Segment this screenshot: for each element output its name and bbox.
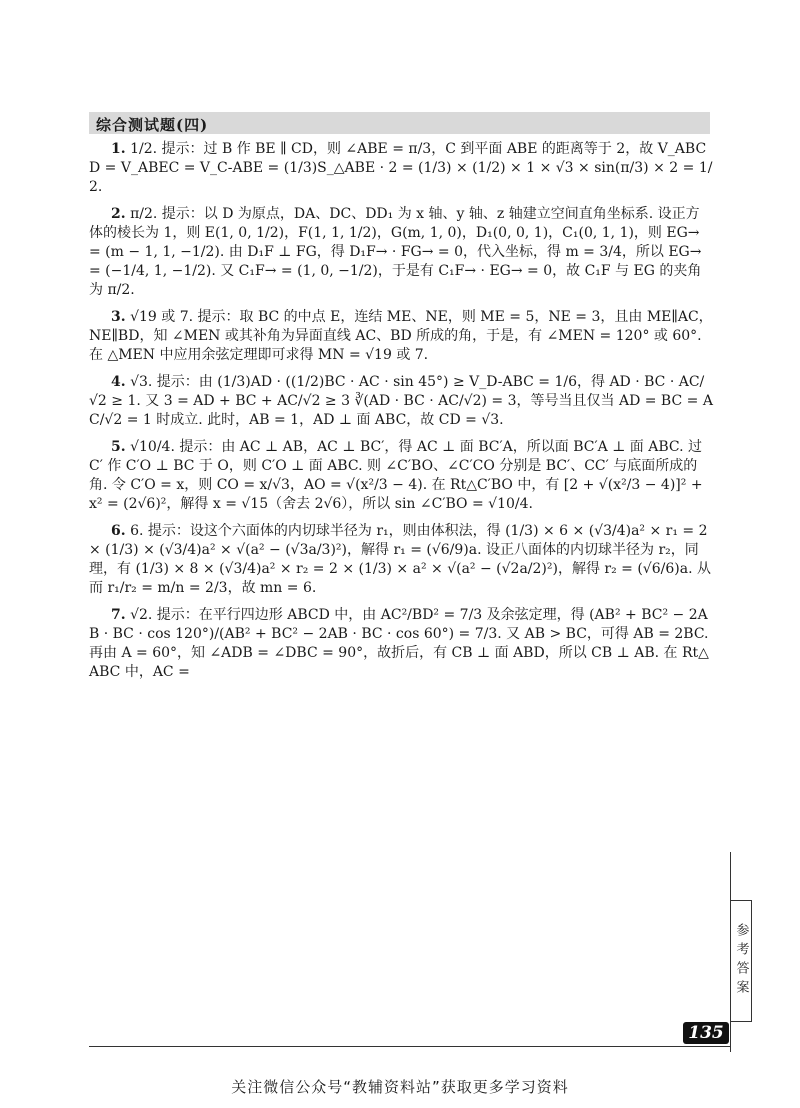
item-text: √2. 提示：在平行四边形 ABCD 中，由 AC²/BD² = 7/3 及余弦定理，得 (AB² + BC² − 2AB · BC · cos 120°)/(AB² + BC² − 2AB · BC · cos 60°) = 7/3. 又 AB > BC，可得 AB = 2BC. 再由 A = 60°，知 ∠ADB = ∠DBC = 90°，故折后，有 CB ⊥ 面 ABD，所以 CB ⊥ AB. 在 Rt△ABC 中，AC = <box>89 607 709 680</box>
item-number: 5. <box>111 439 126 455</box>
answer-item-3 <box>89 308 713 365</box>
answer-item-5 <box>89 438 713 514</box>
item-number: 1. <box>111 141 126 157</box>
item-text: π/2. 提示：以 D 为原点，DA、DC、DD₁ 为 x 轴、y 轴、z 轴建立空间直角坐标系. 设正方体的棱长为 1，则 E(1, 0, 1/2)，F(1, 1, 1/2)，G(m, 1, 0)，D₁(0, 0, 1)，C₁(0, 1, 1)，则 EG→ = (m − 1, 1, −1/2). 由 D₁F ⊥ FG，得 D₁F→ · FG→ = 0，代入坐标，得 m = 3/4，所以 EG→ = (−1/4, 1, −1/2). 又 C₁F→ = (1, 0, −1/2)，于是有 C₁F→ · EG→ = 0，故 C₁F 与 EG 的夹角为 π/2. <box>89 206 702 298</box>
page-bottom-rule <box>89 1046 730 1047</box>
footer-note: 关注微信公众号“教辅资料站”获取更多学习资料 <box>231 1078 569 1096</box>
answer-item-7 <box>89 606 713 682</box>
answer-content <box>89 140 713 690</box>
item-number: 2. <box>111 206 126 222</box>
answer-item-4 <box>89 373 713 430</box>
item-number: 7. <box>111 607 126 623</box>
item-text: √10/4. 提示：由 AC ⊥ AB，AC ⊥ BC′，得 AC ⊥ 面 BC′A，所以面 BC′A ⊥ 面 ABC. 过 C′ 作 C′O ⊥ BC 于 O，则 C′O ⊥ 面 ABC. 则 ∠C′BO、∠C′CO 分别是 BC′、CC′ 与底面所成的角. 令 C′O = x，则 CO = x/√3，AO = √(x²/3 − 4). 在 Rt△C′BO 中，有 [2 + √(x²/3 − 4)]² + x² = (2√6)²，解得 x = √15（舍去 2√6），所以 sin ∠C′BO = √10/4. <box>89 439 703 512</box>
section-title: 综合测试题(四) <box>96 116 209 134</box>
item-text: 1/2. 提示：过 B 作 BE ∥ CD，则 ∠ABE = π/3，C 到平面 ABE 的距离等于 2，故 V_ABCD = V_ABEC = V_C-ABE = (1/3)S_△ABE · 2 = (1/3) × (1/2) × 1 × √3 × sin(π/3) × 2 = 1/2. <box>89 141 713 195</box>
answer-item-2 <box>89 205 713 300</box>
item-text: √3. 提示：由 (1/3)AD · ((1/2)BC · AC · sin 45°) ≥ V_D-ABC = 1/6，得 AD · BC · AC/√2 ≥ 1. 又 3 = AD + BC + AC/√2 ≥ 3 ∛(AD · BC · AC/√2) = 3，等号当且仅当 AD = BC = AC/√2 = 1 时成立. 此时，AB = 1，AD ⊥ 面 ABC，故 CD = √3. <box>89 374 713 428</box>
item-text: √19 或 7. 提示：取 BC 的中点 E，连结 ME、NE，则 ME = 5，NE = 3，且由 ME∥AC，NE∥BD，知 ∠MEN 或其补角为异面直线 AC、BD 所成的角，于是，有 ∠MEN = 120° 或 60°. 在 △MEN 中应用余弦定理即可求得 MN = √19 或 7. <box>89 309 713 363</box>
item-number: 6. <box>111 523 126 539</box>
item-number: 3. <box>111 309 126 325</box>
item-text: 6. 提示：设这个六面体的内切球半径为 r₁，则由体积法，得 (1/3) × 6 × (√3/4)a² × r₁ = 2 × (1/3) × (√3/4)a² × √(a² − (√3a/3)²)，解得 r₁ = (√6/9)a. 设正八面体的内切球半径为 r₂，同理，有 (1/3) × 8 × (√3/4)a² × r₂ = 2 × (1/3) × a² × √(a² − (√2a/2)²)，解得 r₂ = (√6/6)a. 从而 r₁/r₂ = m/n = 2/3，故 mn = 6. <box>89 523 711 596</box>
item-number: 4. <box>111 374 126 390</box>
side-tab-label: 参考答案 <box>733 923 749 999</box>
answer-item-6 <box>89 522 713 598</box>
answer-item-1 <box>89 140 713 197</box>
page-number: 135 <box>683 1022 729 1044</box>
side-tab <box>731 900 752 1022</box>
